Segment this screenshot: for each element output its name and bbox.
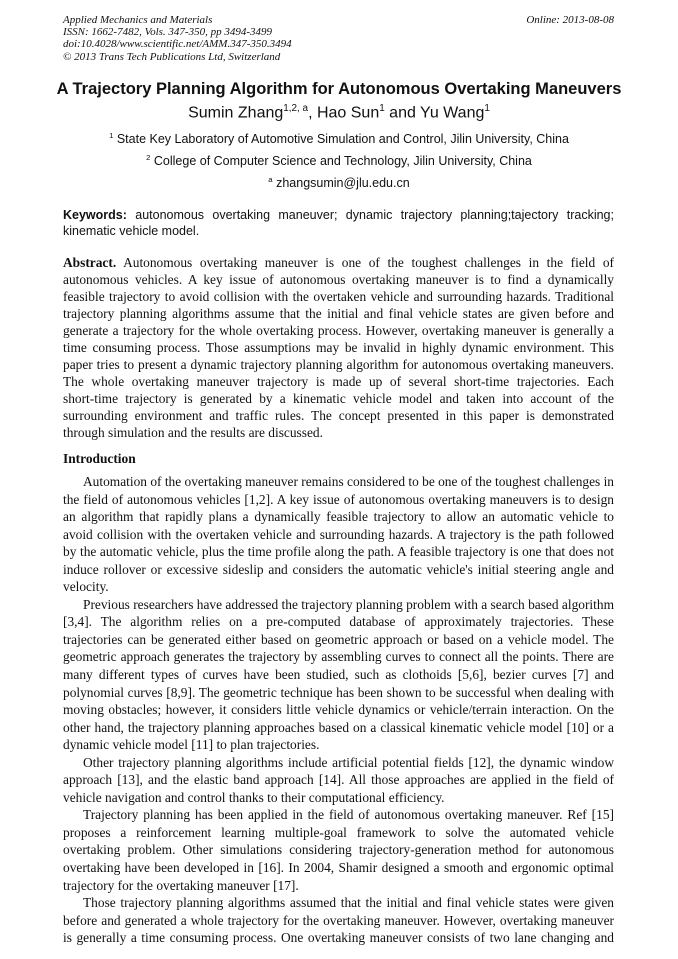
abstract-line: The whole overtaking maneuver trajectory is made up of several short-time trajectories. Each bbox=[63, 374, 614, 389]
paragraph-line: proposes a reinforcement learning multiple-goal framework to solve the automated vehicle bbox=[63, 824, 614, 840]
abstract-line: through simulation and the results are discussed. bbox=[63, 425, 323, 440]
paragraph-line: vehicle navigation and control thanks to their computational efficiency. bbox=[63, 789, 445, 805]
paragraph bbox=[63, 754, 614, 807]
paragraph-line: moving obstacles; however, it considers little vehicle dynamics or vehicle/terrain interaction. On the bbox=[63, 702, 614, 718]
author-name: Sumin Zhang bbox=[188, 104, 284, 122]
section-heading-introduction: Introduction bbox=[63, 451, 136, 466]
author-name: Yu Wang bbox=[420, 104, 485, 122]
affiliation-1 bbox=[0, 131, 678, 146]
paragraph-line: geometric approach generates the trajectory by assembling curves to connect all the points. There are bbox=[63, 649, 614, 665]
paragraph-line: other hand, the trajectory planning approaches based on a classical kinematic vehicle model [10] or a bbox=[63, 719, 614, 735]
paragraph-line: before and generated a whole trajectory for the overtaking maneuver. However, overtaking maneuver bbox=[63, 912, 614, 928]
paragraph-line: induce rollover or excessive sideslip and considers the automatic vehicle's initial steering angle and bbox=[63, 561, 614, 577]
affiliation-2 bbox=[0, 153, 678, 168]
author-separator: and bbox=[384, 104, 421, 122]
email-text: zhangsumin@jlu.edu.cn bbox=[272, 176, 410, 191]
author-affiliation-marker: 1 bbox=[379, 103, 385, 114]
keywords-label: Keywords: bbox=[63, 208, 127, 222]
abstract-line: generate a trajectory for the whole overtaking process. However, overtaking maneuver is generally a bbox=[63, 323, 614, 338]
paragraph-line: by the automatic vehicle, plus the time profile along the path. A feasible trajectory is one that does not bbox=[63, 544, 614, 560]
paragraph-line: many different types of curves have been studied, such as clothoids [5,6], bezier curves [7] and bbox=[63, 667, 614, 683]
keywords-text: autonomous overtaking maneuver; dynamic trajectory planning;tajectory tracking; bbox=[135, 208, 614, 222]
author-separator: , bbox=[308, 104, 317, 122]
affiliation-text: College of Computer Science and Technology, Jilin University, China bbox=[150, 154, 532, 169]
abstract-line: paper tries to present a dynamic trajectory planning algorithm for autonomous overtaking maneuvers. bbox=[63, 357, 614, 372]
paragraph-line: approach [13], and the elastic band approach [14]. All those approaches are applied in the field of bbox=[63, 772, 614, 788]
paragraph-line: velocity. bbox=[63, 579, 109, 595]
issn: ISSN: 1662-7482, Vols. 347-350, pp 3494-3499 bbox=[63, 26, 272, 39]
abstract-line: autonomous vehicles. A key issue of autonomous overtaking maneuver is to find a dynamically bbox=[63, 272, 614, 287]
online-date: Online: 2013-08-08 bbox=[526, 14, 614, 26]
copyright: © 2013 Trans Tech Publications Ltd, Switzerland bbox=[63, 50, 281, 63]
abstract-line: short-time trajectory is generated by a kinematic vehicle model and taken into account of the bbox=[63, 391, 614, 406]
abstract bbox=[63, 254, 614, 441]
keywords-line: kinematic vehicle model. bbox=[63, 224, 200, 238]
affiliation-marker: a bbox=[268, 175, 273, 184]
paper-title: A Trajectory Planning Algorithm for Autonomous Overtaking Maneuvers bbox=[56, 80, 622, 98]
email bbox=[0, 175, 678, 190]
abstract-line bbox=[63, 254, 614, 271]
paragraph-line: Previous researchers have addressed the trajectory planning problem with a search based algorithm bbox=[83, 596, 614, 612]
paragraph-line: is generally a time consuming process. One overtaking maneuver consists of two lane changing and bbox=[63, 930, 614, 946]
doi: doi:10.4028/www.scientific.net/AMM.347-350.3494 bbox=[63, 38, 292, 51]
affiliation-text: State Key Laboratory of Automotive Simulation and Control, Jilin University, China bbox=[113, 132, 569, 147]
paragraph-line: overtaking problem. Other simulations considering trajectory-generation method for autonomous bbox=[63, 842, 614, 858]
paragraph bbox=[63, 473, 614, 596]
paragraph bbox=[63, 806, 614, 894]
keywords-line bbox=[63, 207, 614, 223]
affiliation-marker: 1 bbox=[109, 131, 114, 140]
paragraph-line: overtaking have been developed in [16]. In 2004, Shamir designed a smooth and ergonomic optimal bbox=[63, 860, 614, 876]
abstract-label: Abstract. bbox=[63, 255, 117, 270]
paragraph-line: trajectory for the overtaking maneuver [17]. bbox=[63, 877, 299, 893]
abstract-line: time consuming process. Those assumptions may be invalid in highly dynamic environment. This bbox=[63, 340, 614, 355]
paragraph-line: Trajectory planning has been applied in the field of autonomous overtaking maneuver. Ref [15] bbox=[83, 807, 614, 823]
paragraph-line: an algorithm that rapidly plans a dynamically feasible trajectory to allow an automatic vehicle to bbox=[63, 509, 614, 525]
affiliation-marker: 2 bbox=[146, 153, 151, 162]
paragraph bbox=[63, 596, 614, 754]
paragraph-line: dynamic vehicle model [11] to plan trajectories. bbox=[63, 737, 320, 753]
abstract-text: Autonomous overtaking maneuver is one of the toughest challenges in the field of bbox=[123, 255, 614, 270]
paragraph-line: Other trajectory planning algorithms include artificial potential fields [12], the dynamic window bbox=[83, 754, 614, 770]
paragraph-line: trajectories can be generated either based on geometric approach or based on a vehicle model. The bbox=[63, 631, 614, 647]
abstract-line: surrounding environment and traffic rules. The concept presented in this paper is demonstrated bbox=[63, 408, 614, 423]
keywords bbox=[63, 207, 614, 239]
paragraph-line: the field of autonomous vehicles [1,2]. A key issue of autonomous overtaking maneuvers is to design bbox=[63, 491, 614, 507]
author-name: Hao Sun bbox=[316, 104, 380, 122]
paragraph-line: polynomial curves [8,9]. The geometric technique has been shown to be successful when dealing with bbox=[63, 684, 614, 700]
paragraph-line: Automation of the overtaking maneuver remains considered to be one of the toughest challenges in bbox=[83, 474, 615, 489]
journal-name: Applied Mechanics and Materials bbox=[63, 14, 213, 26]
paragraph-line: Those trajectory planning algorithms assumed that the initial and final vehicle states were given bbox=[83, 895, 614, 911]
abstract-line: trajectory planning algorithms assume that the initial and final vehicle states are given before and bbox=[63, 306, 614, 321]
author-list bbox=[0, 103, 678, 122]
author-affiliation-marker: 1 bbox=[484, 103, 490, 114]
paragraph-line: avoid collision with the overtaken vehicle and surrounding hazards. A trajectory is the path followed bbox=[63, 526, 614, 542]
paragraph-line: [3,4]. The algorithm relies on a pre-computed database of approximately trajectories. These bbox=[63, 614, 614, 630]
introduction-body bbox=[63, 473, 614, 947]
author-affiliation-marker: 1,2, a bbox=[283, 103, 309, 114]
journal-header bbox=[63, 14, 292, 63]
abstract-line: feasible trajectory to avoid collision with the overtaken vehicle and surrounding hazards. Traditional bbox=[63, 289, 614, 304]
paragraph bbox=[63, 894, 614, 947]
